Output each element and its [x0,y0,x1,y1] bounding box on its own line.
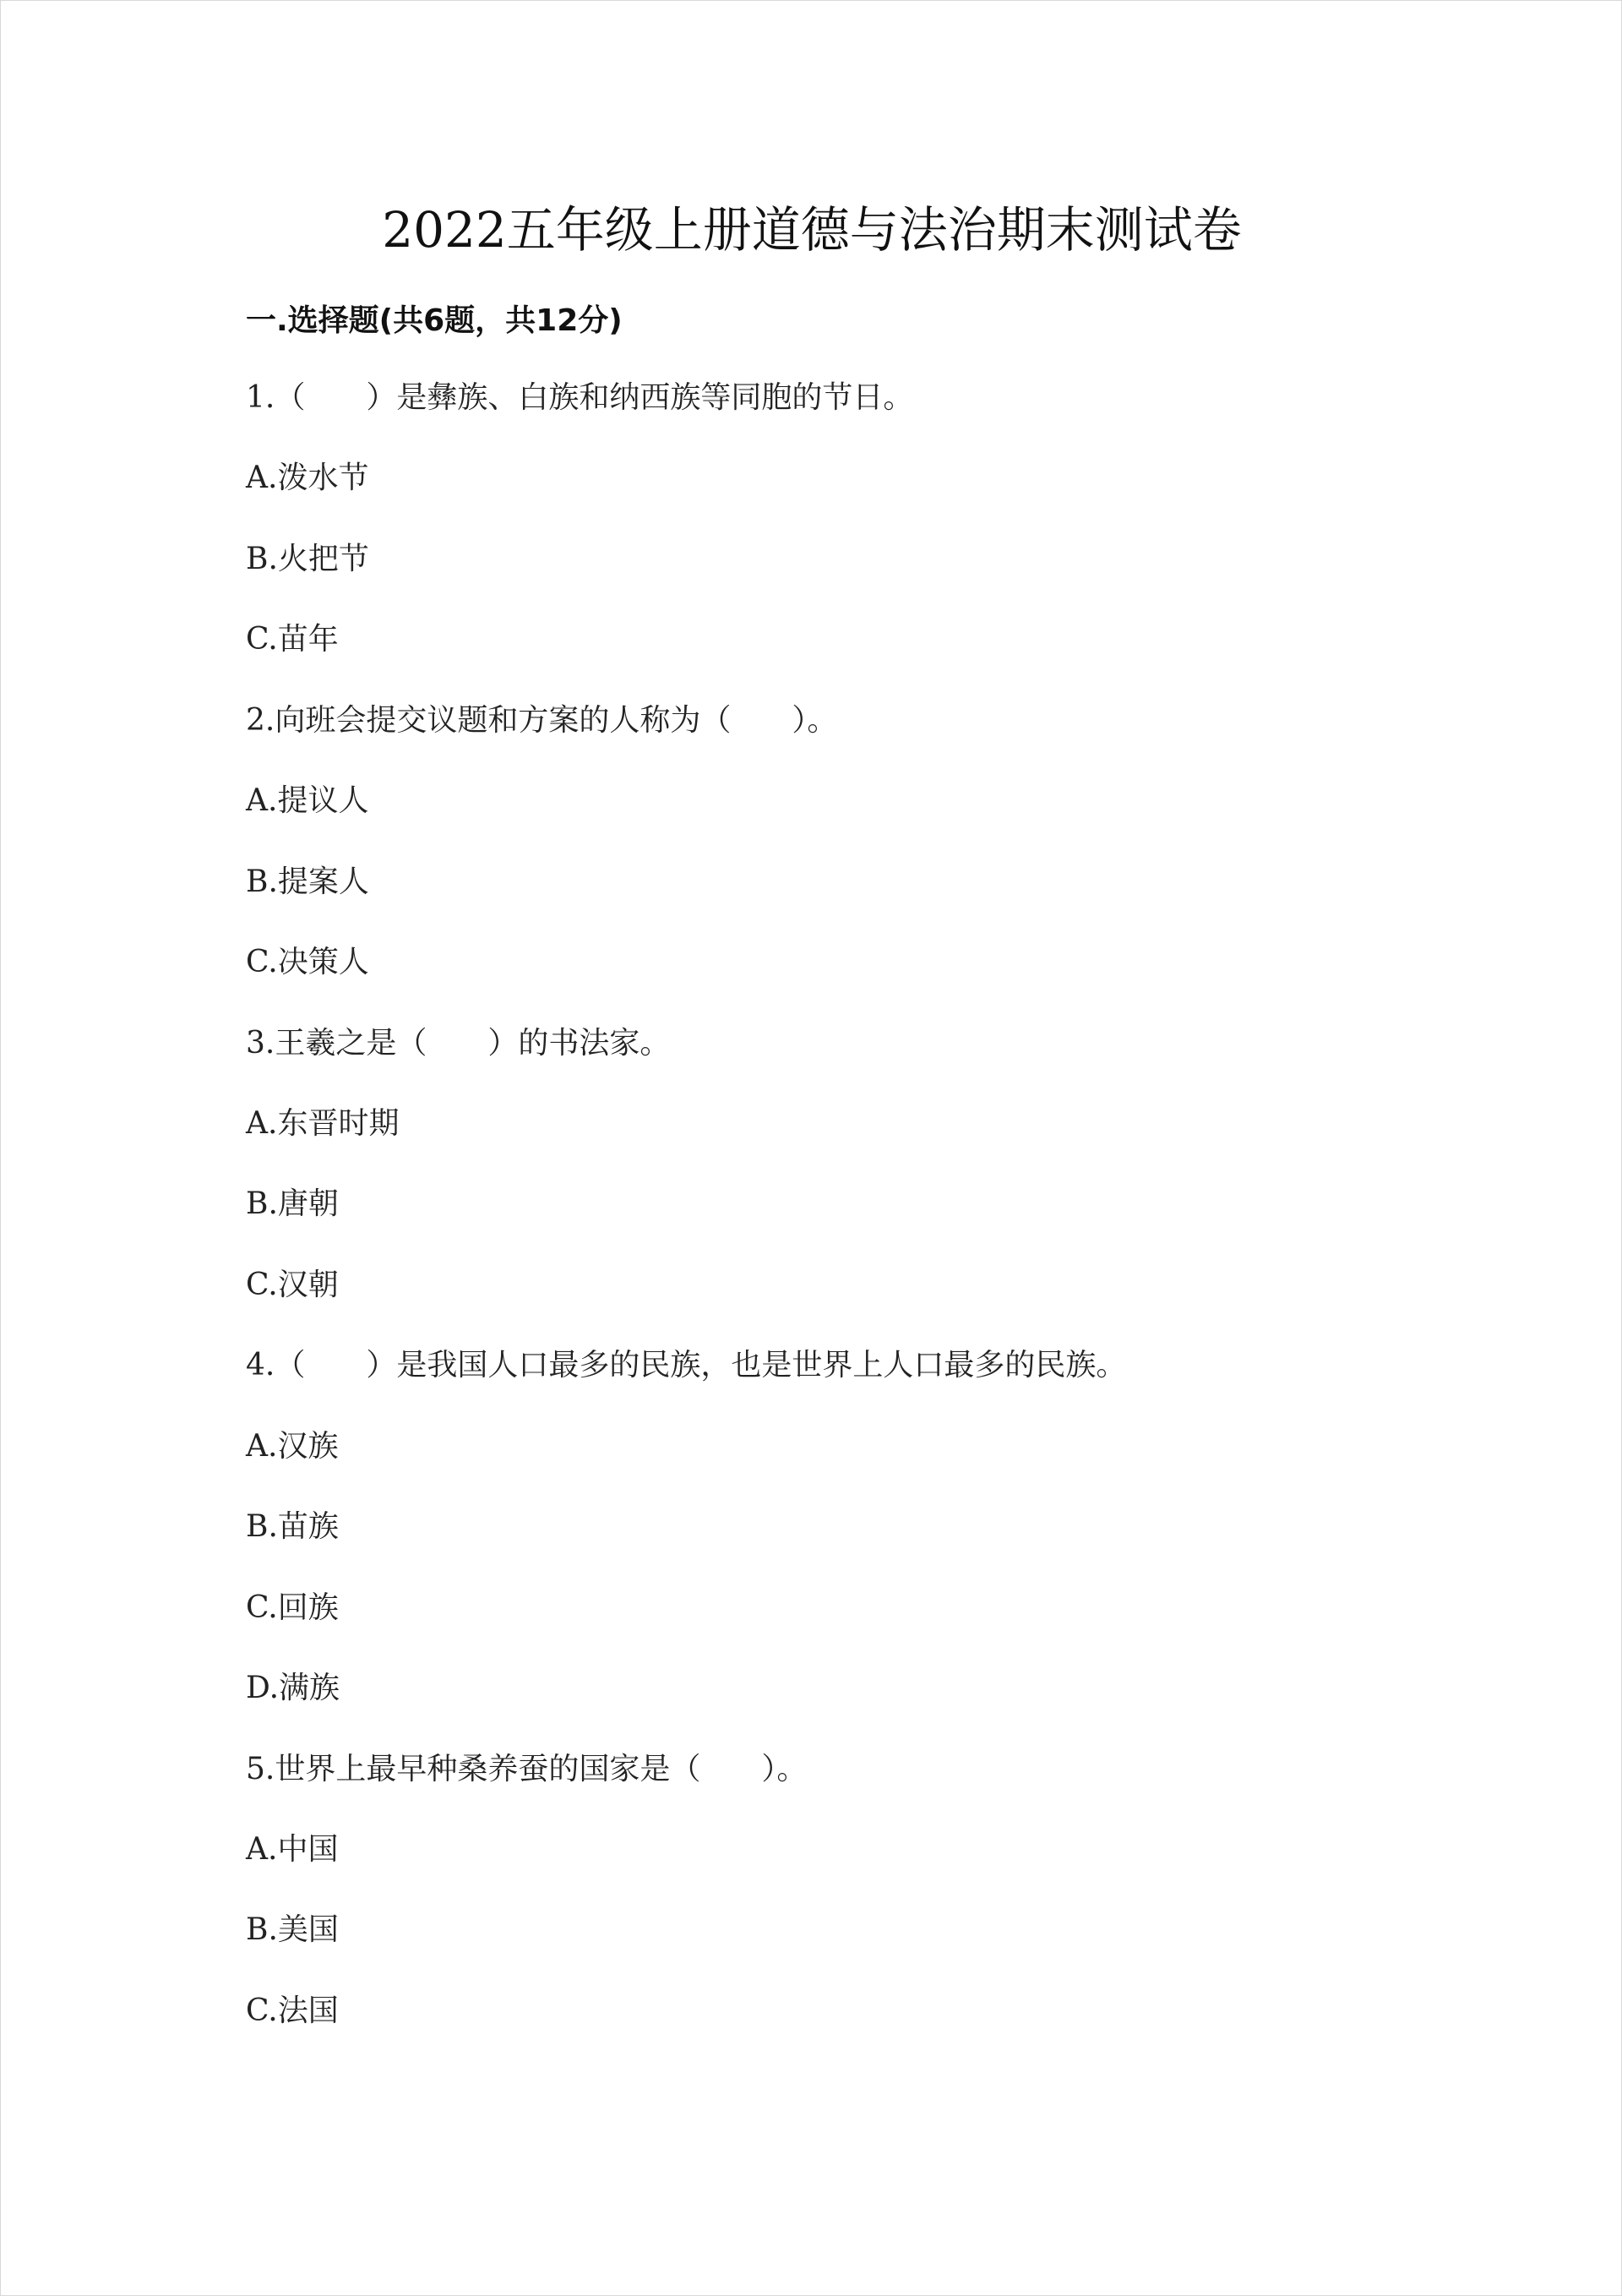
question-1-option-b: B.火把节 [246,542,369,576]
question-1-option-a: A.泼水节 [246,461,369,495]
question-3-option-a: A.东晋时期 [246,1106,400,1141]
question-5-option-c: C.法国 [246,1993,339,2028]
question-2-option-c: C.决策人 [246,945,369,979]
section-heading: 一.选择题(共6题，共12分) [246,303,623,338]
question-3: 3.王羲之是（ ）的书法家。 [246,1026,671,1061]
question-4-option-b: B.苗族 [246,1509,339,1544]
question-2-option-a: A.提议人 [246,783,369,818]
question-4-option-d: D.满族 [246,1671,340,1705]
question-3-option-c: C.汉朝 [246,1268,339,1302]
question-5-option-a: A.中国 [246,1832,339,1867]
document-title: 2022五年级上册道德与法治期末测试卷 [382,201,1242,259]
question-4-option-c: C.回族 [246,1590,339,1625]
question-3-option-b: B.唐朝 [246,1186,339,1221]
question-1: 1.（ ）是彝族、白族和纳西族等同胞的节日。 [246,380,914,415]
question-2: 2.向班会提交议题和方案的人称为（ ）。 [246,703,838,738]
question-4-option-a: A.汉族 [246,1429,339,1464]
question-1-option-c: C.苗年 [246,622,339,657]
question-4: 4.（ ）是我国人口最多的民族，也是世界上人口最多的民族。 [246,1348,1127,1383]
question-2-option-b: B.提案人 [246,864,369,899]
question-5: 5.世界上最早种桑养蚕的国家是（ ）。 [246,1752,808,1786]
question-5-option-b: B.美国 [246,1912,339,1947]
